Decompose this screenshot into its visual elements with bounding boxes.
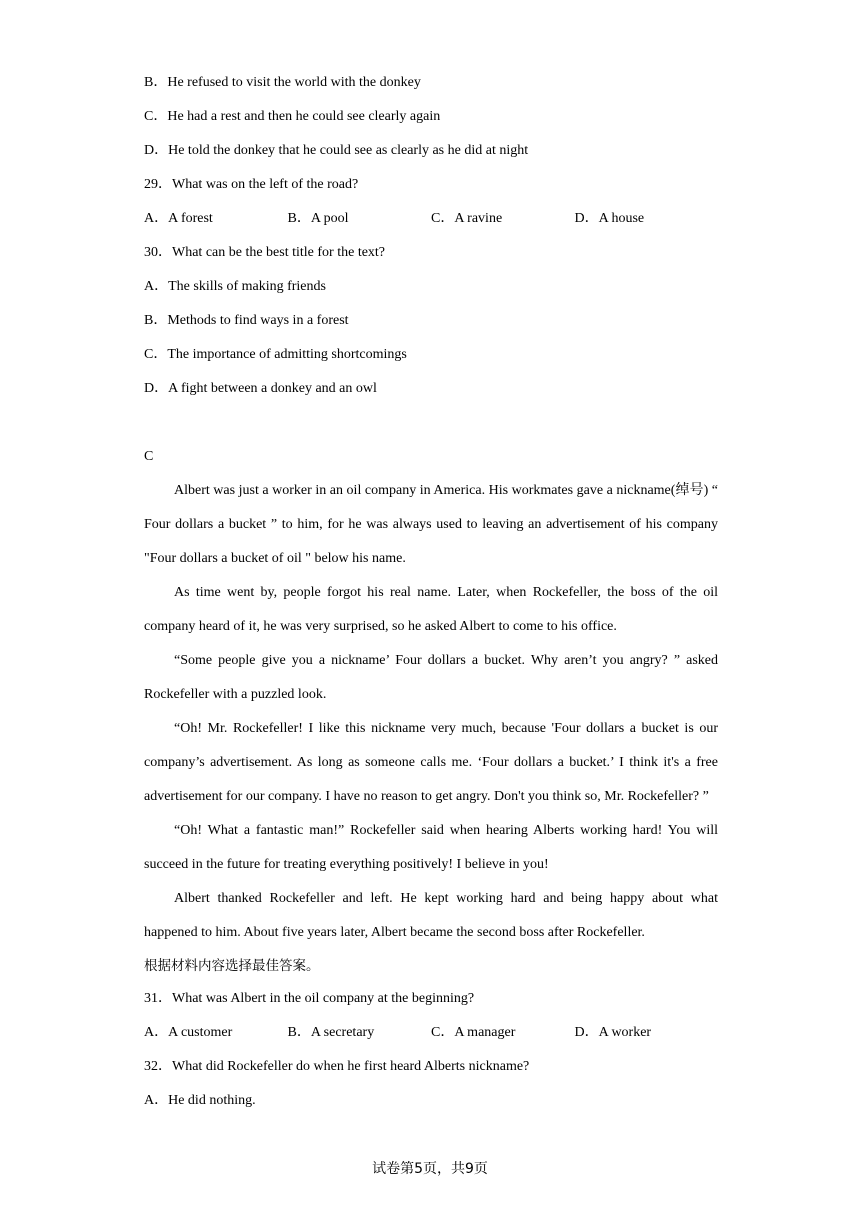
q31-option-c: C．A manager bbox=[431, 1025, 516, 1040]
q29-options bbox=[144, 202, 718, 236]
exam-page bbox=[144, 66, 718, 1118]
q32-question: 32．What did Rockefeller do when he first heard Alberts nickname? bbox=[144, 1059, 530, 1074]
q31-question: 31．What was Albert in the oil company at the beginning? bbox=[144, 991, 475, 1006]
q30-option-b: B．Methods to find ways in a forest bbox=[144, 313, 349, 328]
q28-option-c: C．He had a rest and then he could see clearly again bbox=[144, 109, 441, 124]
passage-paragraph-4: “Oh! Mr. Rockefeller! I like this nickname very much, because 'Four dollars a bucket is our company’s advertisement. As long as someone calls me. ‘Four dollars a bucket.’ I think it's a free advertisement for our company. I have no reason to get angry. Don't you think so, Mr. Rockefeller? ” bbox=[144, 721, 718, 804]
passage-paragraph-3: “Some people give you a nickname’ Four dollars a bucket. Why aren’t you angry? ” asked Rockefeller with a puzzled look. bbox=[144, 653, 718, 702]
q30-question: 30．What can be the best title for the text? bbox=[144, 245, 386, 260]
q29-option-d: D．A house bbox=[574, 211, 645, 226]
q31-options bbox=[144, 1016, 718, 1050]
q32-option-a: A．He did nothing. bbox=[144, 1093, 256, 1108]
q28-option-d: D．He told the donkey that he could see as clearly as he did at night bbox=[144, 143, 529, 158]
q31-option-a: A．A customer bbox=[144, 1025, 233, 1040]
q31-option-d: D．A worker bbox=[574, 1025, 652, 1040]
q30-option-a: A．The skills of making friends bbox=[144, 279, 326, 294]
section-c-label: C bbox=[144, 449, 154, 464]
q29-option-b: B．A pool bbox=[287, 211, 349, 226]
q29-option-c: C．A ravine bbox=[431, 211, 503, 226]
page-footer: 试卷第5页，共9页 bbox=[372, 1161, 488, 1177]
passage-paragraph-2: As time went by, people forgot his real name. Later, when Rockefeller, the boss of the oil company heard of it, he was very surprised, so he asked Albert to come to his office. bbox=[144, 585, 718, 634]
passage-paragraph-6: Albert thanked Rockefeller and left. He kept working hard and being happy about what happened to him. About five years later, Albert became the second boss after Rockefeller. bbox=[144, 891, 718, 940]
q30-option-d: D．A fight between a donkey and an owl bbox=[144, 381, 377, 396]
passage-paragraph-5: “Oh! What a fantastic man!” Rockefeller said when hearing Alberts working hard! You will succeed in the future for treating everything positively! I believe in you! bbox=[144, 823, 718, 872]
q28-option-b: B．He refused to visit the world with the donkey bbox=[144, 75, 421, 90]
q29-question: 29．What was on the left of the road? bbox=[144, 177, 359, 192]
q29-option-a: A．A forest bbox=[144, 211, 213, 226]
q31-option-b: B．A secretary bbox=[287, 1025, 375, 1040]
instruction: 根据材料内容选择最佳答案。 bbox=[144, 958, 320, 974]
passage-paragraph-1: Albert was just a worker in an oil company in America. His workmates gave a nickname(绰号) “ Four dollars a bucket ” to him, for he was always used to leaving an advertisement of his company "Four dollars a bucket of oil " below his name. bbox=[144, 483, 718, 566]
q30-option-c: C．The importance of admitting shortcomings bbox=[144, 347, 407, 362]
